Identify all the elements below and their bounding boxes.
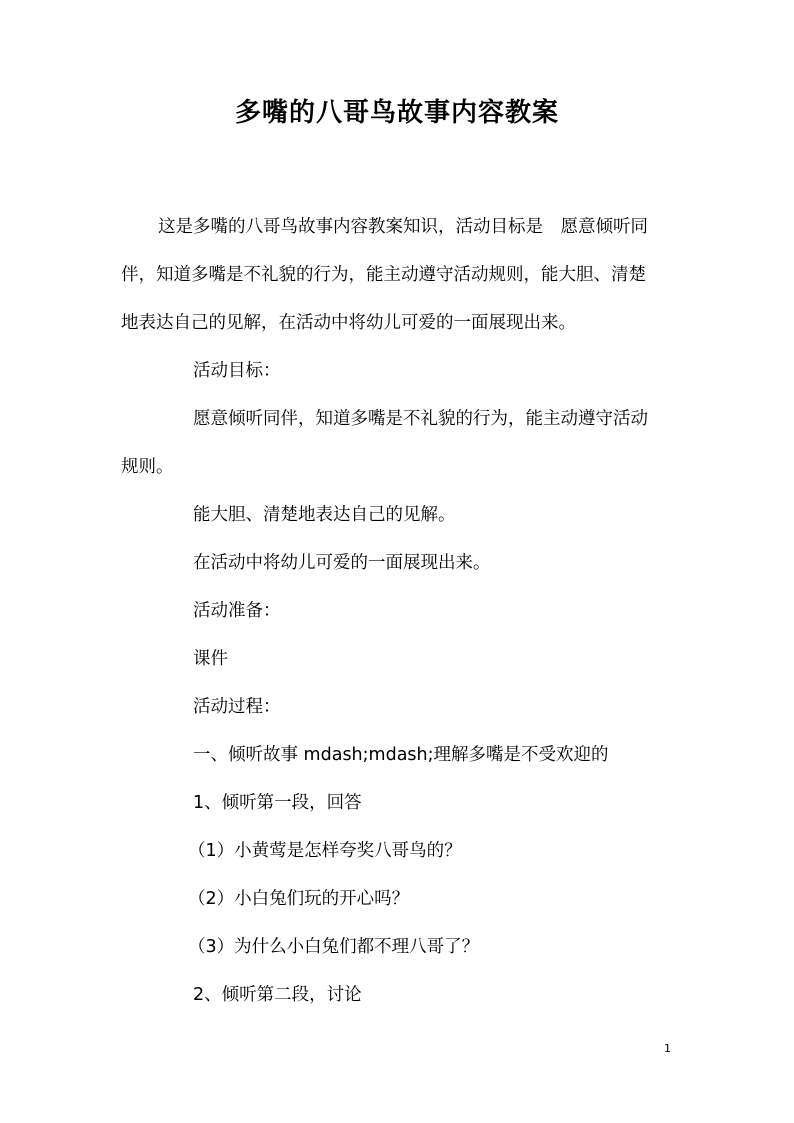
page-title: 多嘴的八哥鸟故事内容教案	[234, 98, 559, 128]
step-1-2: 2、倾听第二段，讨论	[193, 985, 362, 1005]
prep-heading: 活动准备：	[193, 601, 281, 621]
goals-heading: 活动目标：	[193, 361, 281, 381]
goal-1-line-1: 愿意倾听同伴，知道多嘴是不礼貌的行为，能主动遵守活动	[193, 409, 648, 429]
question-1: （1）小黄莺是怎样夸奖八哥鸟的？	[188, 841, 462, 861]
step-1: 一、倾听故事 mdash;mdash;理解多嘴是不受欢迎的	[193, 745, 609, 765]
goal-1-line-2: 规则。	[121, 457, 174, 477]
intro-line-1: 这是多嘴的八哥鸟故事内容教案知识，活动目标是 愿意倾听同	[158, 217, 648, 237]
intro-line-2: 伴，知道多嘴是不礼貌的行为，能主动遵守活动规则，能大胆、清楚	[121, 265, 646, 285]
question-3: （3）为什么小白兔们都不理八哥了？	[188, 937, 480, 957]
page-number: 1	[664, 1042, 671, 1055]
intro-line-3: 地表达自己的见解，在活动中将幼儿可爱的一面展现出来。	[121, 313, 576, 333]
process-heading: 活动过程：	[193, 697, 281, 717]
prep-item: 课件	[193, 649, 228, 669]
question-2: （2）小白兔们玩的开心吗？	[188, 889, 410, 909]
goal-2: 能大胆、清楚地表达自己的见解。	[193, 505, 456, 525]
goal-3: 在活动中将幼儿可爱的一面展现出来。	[193, 553, 491, 573]
step-1-1: 1、倾听第一段，回答	[193, 793, 362, 813]
